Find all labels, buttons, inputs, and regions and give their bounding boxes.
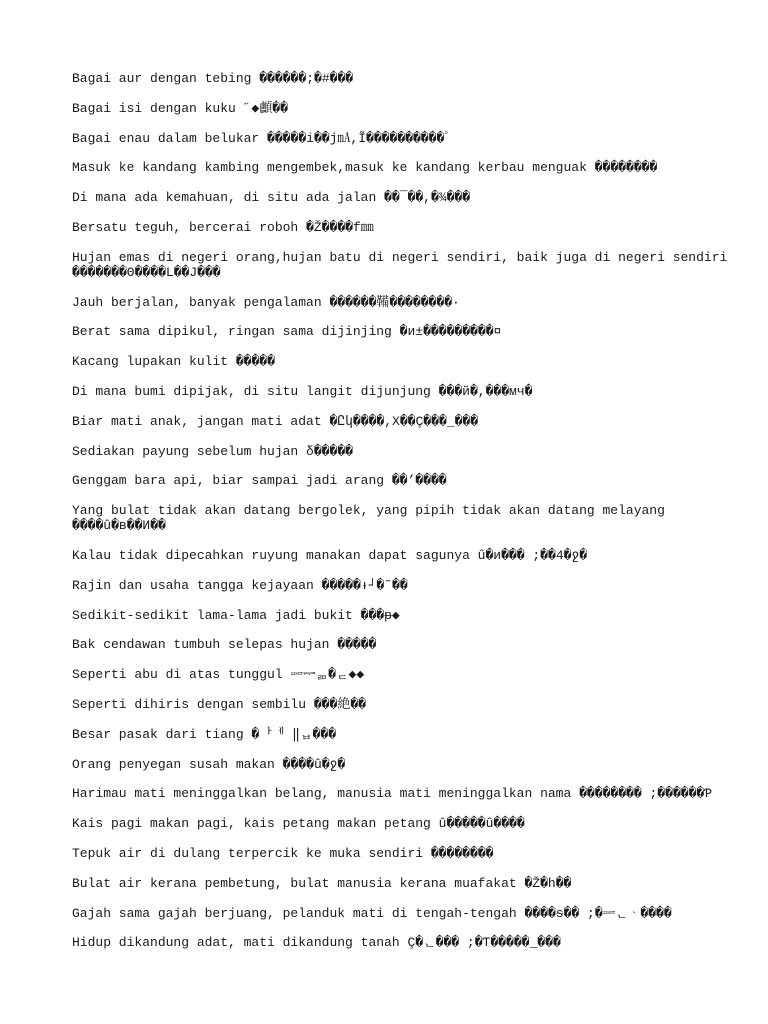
proverb-line-23: Orang penyegan susah makan ����û�ջ�	[72, 756, 346, 772]
proverb-list	[72, 71, 752, 965]
proverb-line-21: Seperti dihiris dengan sembilu ���絶��	[72, 696, 366, 712]
proverb-line-6: Bersatu teguh, bercerai roboh �Ž����f㎜	[72, 219, 374, 235]
proverb-line-20: Seperti abu di atas tunggul ᅲᅩᆕᆱ�ᆮ◆◆	[72, 667, 365, 683]
proverb-line-3: Bagai enau dalam belukar �����i��j㎃,Ĩ����������ﾟ	[72, 130, 451, 146]
proverb-line-4: Masuk ke kandang kambing mengembek,masuk ke kandang kerbau menguak ��������	[72, 160, 658, 176]
proverb-line-26: Tepuk air di dulang terpercik ke muka sendiri ��������	[72, 845, 494, 861]
proverb-line-17: Rajin dan usaha tangga kejayaan �����ᵼ┘�˜��	[72, 577, 408, 593]
proverb-line-11: Di mana bumi dipijak, di situ langit dijunjung ���й�,���мч�	[72, 383, 533, 399]
proverb-line-10: Kacang lupakan kulit �����	[72, 354, 275, 370]
proverb-line-22: Besar pasak dari tiang �ᅡᅦ ‖ᆸ���	[72, 726, 337, 742]
proverb-line-18: Sedikit-sedikit lama-lama jadi bukit ���ᵽ◆	[72, 607, 400, 623]
proverb-line-15: Yang bulat tidak akan datang bergolek, yang pipih tidak akan datang melayang ����û�в��И��	[72, 503, 673, 534]
proverb-line-9: Berat sama dipikul, ringan sama dijinjing �и±���������¤	[72, 324, 502, 340]
proverb-line-2: Bagai isi dengan kuku ˝◆顱��	[72, 100, 288, 116]
proverb-line-19: Bak cendawan tumbuh selepas hujan �����	[72, 637, 377, 653]
proverb-line-1: Bagai aur dengan tebing ������;�#���	[72, 71, 354, 86]
proverb-line-28: Gajah sama gajah berjuang, pelanduk mati di tengah-tengah ����ᵴ�� ;�ᅲᅩᆫᆞ����	[72, 905, 672, 921]
proverb-line-25: Kais pagi makan pagi, kais petang makan petang û�����û����	[72, 816, 525, 832]
proverb-line-14: Genggam bara api, biar sampai jadi arang ��’����	[72, 473, 447, 489]
proverb-line-12: Biar mati anak, jangan mati adat �Ըկ����,Χ��Ç���_���	[72, 413, 479, 429]
proverb-line-29: Hidup dikandung adat, mati dikandung tanah Ç�ᆫ��� ;�Ƭ�����_���	[72, 935, 561, 951]
proverb-line-5: Di mana ada kemahuan, di situ ada jalan ��¯��,�¾���	[72, 190, 471, 206]
proverb-line-24: Harimau mati meninggalkan belang, manusia mati meninggalkan nama �������� ;������Ƥ	[72, 786, 713, 802]
proverb-line-7: Hujan emas di negeri orang,hujan batu di negeri sendiri, baik juga di negeri sendiri �������Θ����L��J���	[72, 249, 736, 280]
proverb-line-8: Jauh berjalan, banyak pengalaman ������鞴��������·	[72, 294, 460, 310]
proverb-line-13: Sediakan payung sebelum hujan δ�����	[72, 443, 353, 459]
proverb-line-27: Bulat air kerana pembetung, bulat manusia kerana muafakat �Ž�h��	[72, 875, 572, 891]
proverb-line-16: Kalau tidak dipecahkan ruyung manakan dapat sagunya û�и��� ;��4�ջ�	[72, 547, 588, 563]
